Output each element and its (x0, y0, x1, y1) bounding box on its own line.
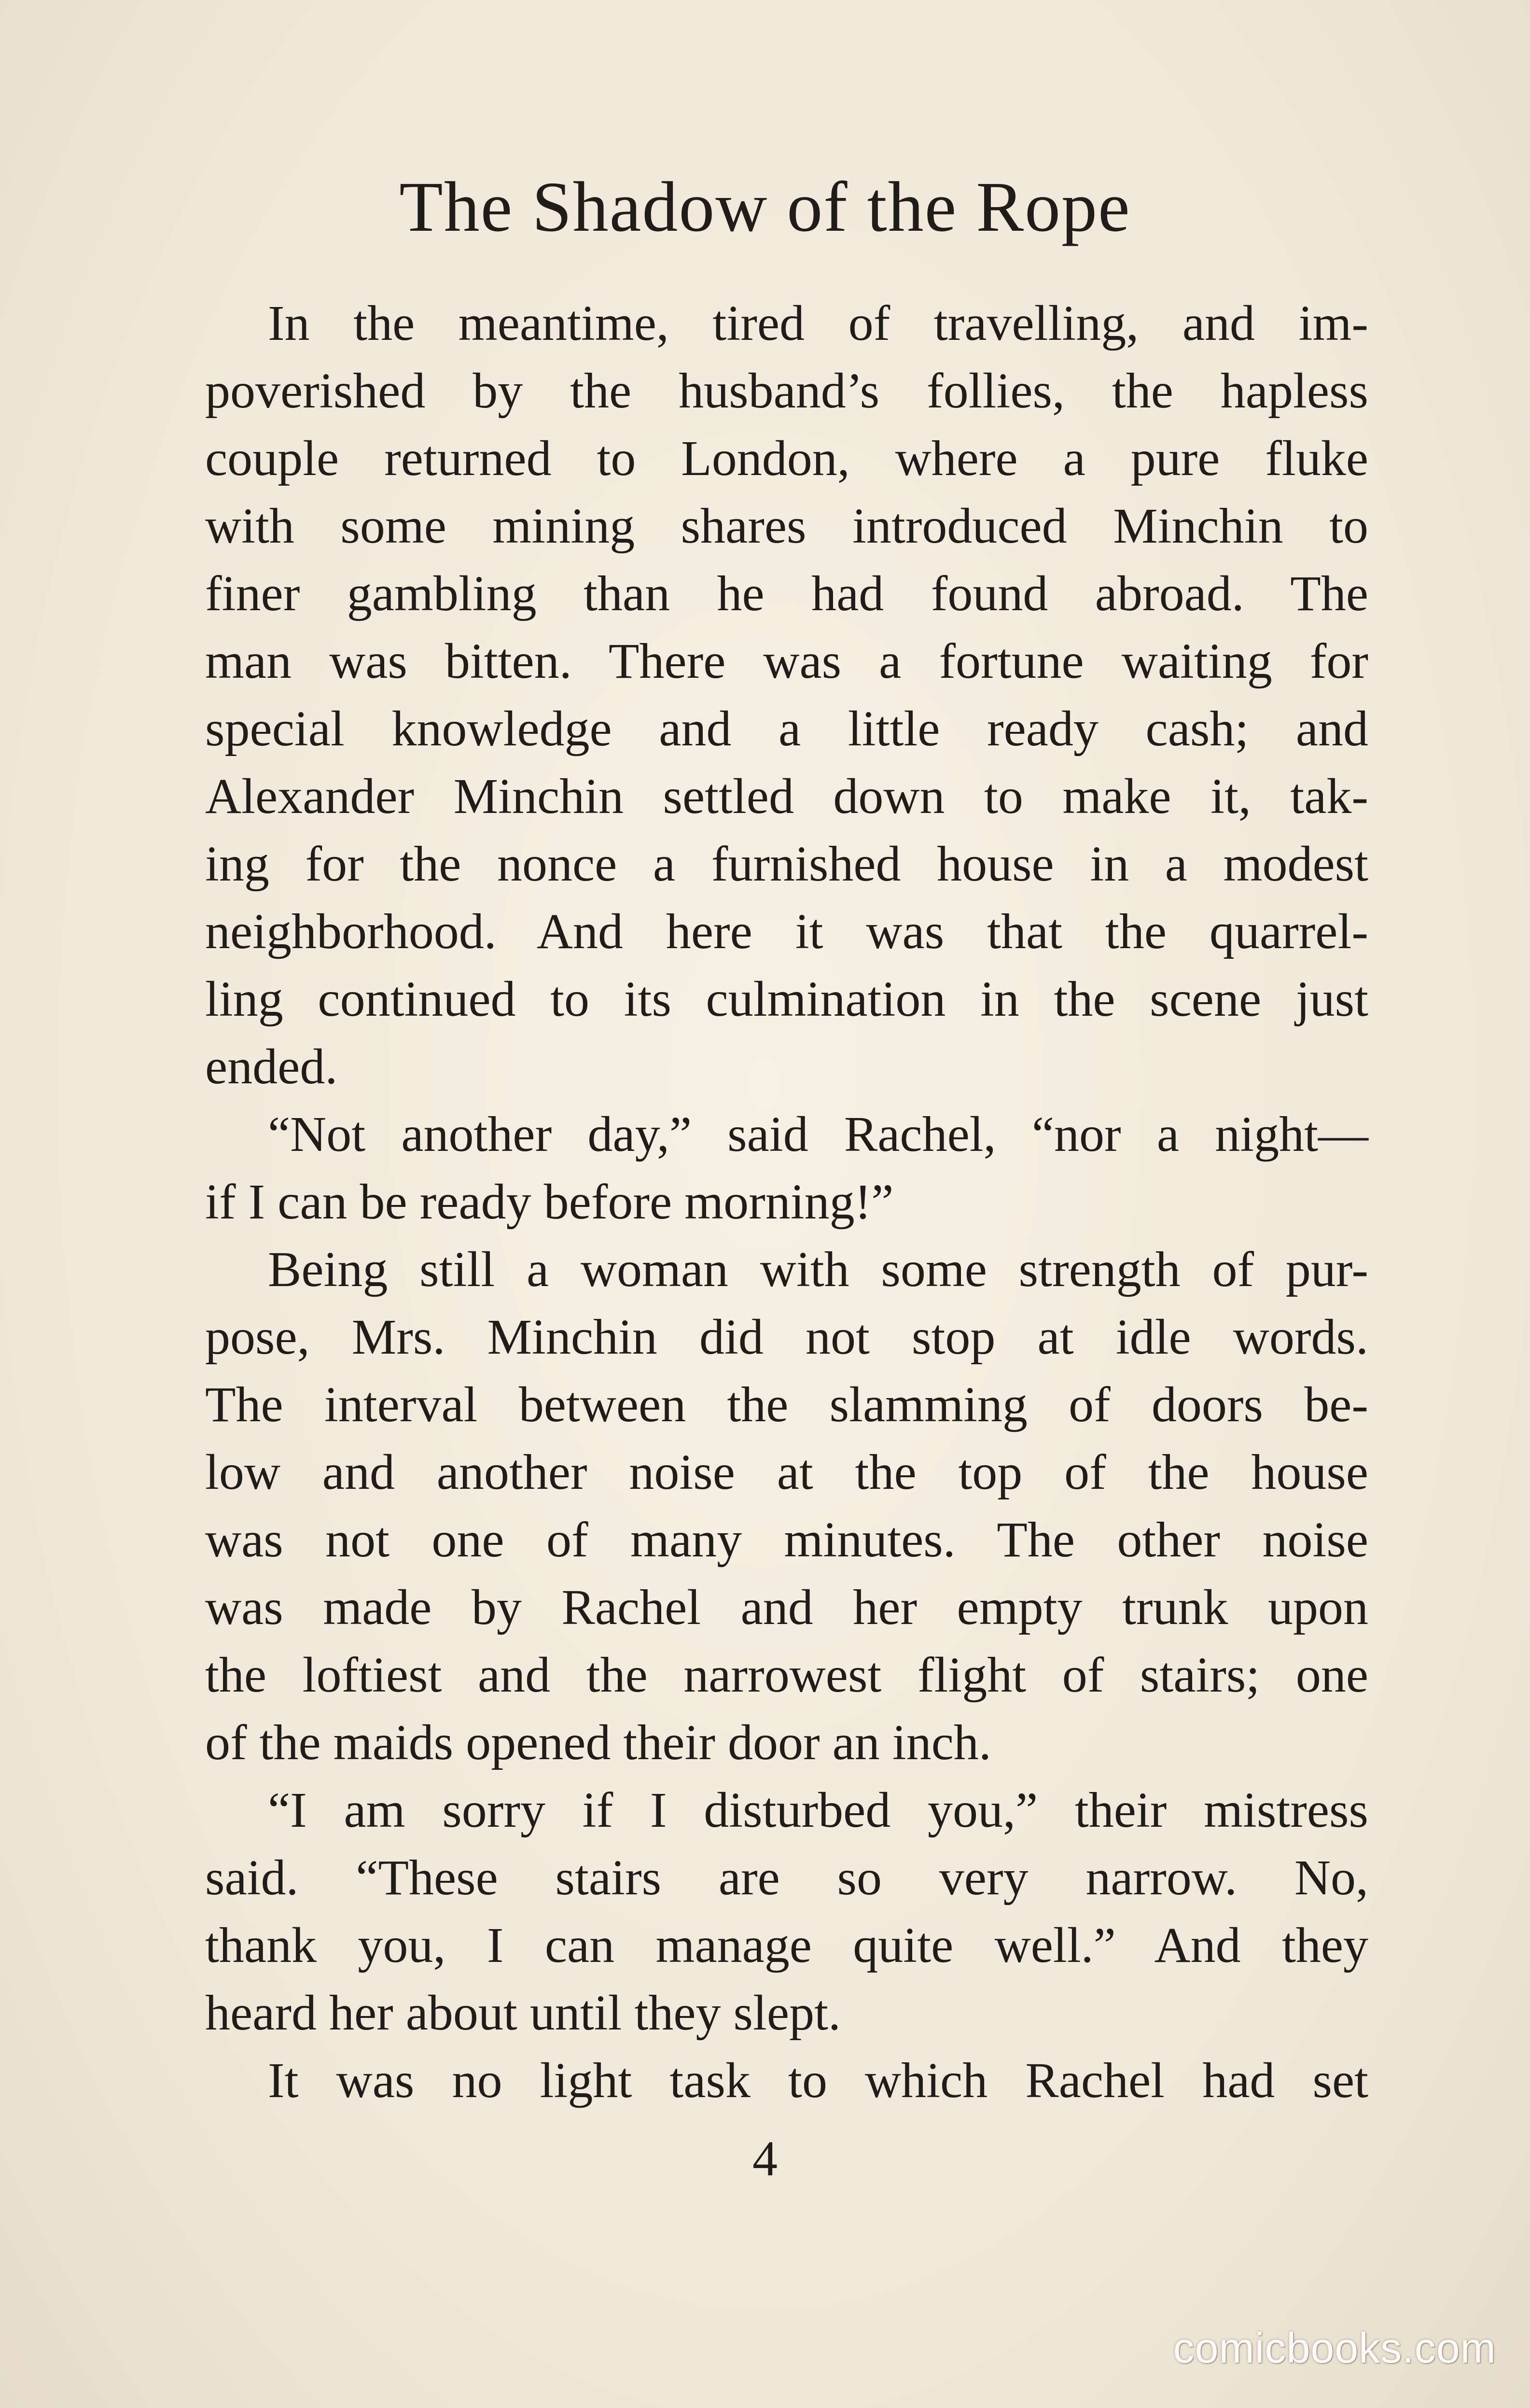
text-line: ling continued to its culmination in the scene just (205, 971, 1368, 1027)
page-number: 4 (752, 2131, 778, 2186)
text-line: ing for the nonce a furnished house in a modest (205, 836, 1368, 892)
text-line: thank you, I can manage quite well.” And they (205, 1918, 1368, 1973)
text-line: couple returned to London, where a pure fluke (205, 431, 1368, 486)
text-line: “Not another day,” said Rachel, “nor a night— (268, 1106, 1368, 1162)
watermark-logo: comicbooks.com (1173, 2324, 1496, 2372)
text-line: with some mining shares introduced Minchin to (205, 498, 1368, 554)
text-line: Being still a woman with some strength of pur- (268, 1242, 1368, 1297)
running-head: The Shadow of the Rope (399, 168, 1131, 247)
text-line: In the meantime, tired of travelling, and im- (268, 295, 1368, 351)
text-line: the loftiest and the narrowest flight of stairs; one (205, 1647, 1368, 1703)
text-line: “I am sorry if I disturbed you,” their mistress (268, 1782, 1368, 1838)
text-line: Alexander Minchin settled down to make it, tak- (205, 769, 1368, 824)
text-line: neighborhood. And here it was that the quarrel- (205, 904, 1368, 959)
text-line: man was bitten. There was a fortune waiting for (205, 633, 1368, 689)
text-line: finer gambling than he had found abroad. The (205, 566, 1368, 621)
text-line: special knowledge and a little ready cash; and (205, 701, 1368, 756)
text-line: pose, Mrs. Minchin did not stop at idle words. (205, 1309, 1368, 1365)
text-line: low and another noise at the top of the house (205, 1444, 1368, 1500)
text-line: of the maids opened their door an inch. (205, 1715, 991, 1770)
text-line: was made by Rachel and her empty trunk upon (205, 1580, 1368, 1635)
body-text (205, 290, 1368, 2114)
text-line: poverished by the husband’s follies, the hapless (205, 363, 1368, 419)
text-line: was not one of many minutes. The other noise (205, 1512, 1368, 1568)
text-line: The interval between the slamming of doors be- (205, 1377, 1368, 1432)
text-line: if I can be ready before morning!” (205, 1174, 894, 1230)
text-line: It was no light task to which Rachel had set (268, 2053, 1368, 2108)
text-line: ended. (205, 1039, 338, 1094)
text-line: said. “These stairs are so very narrow. No, (205, 1850, 1368, 1905)
text-line: heard her about until they slept. (205, 1985, 841, 2041)
